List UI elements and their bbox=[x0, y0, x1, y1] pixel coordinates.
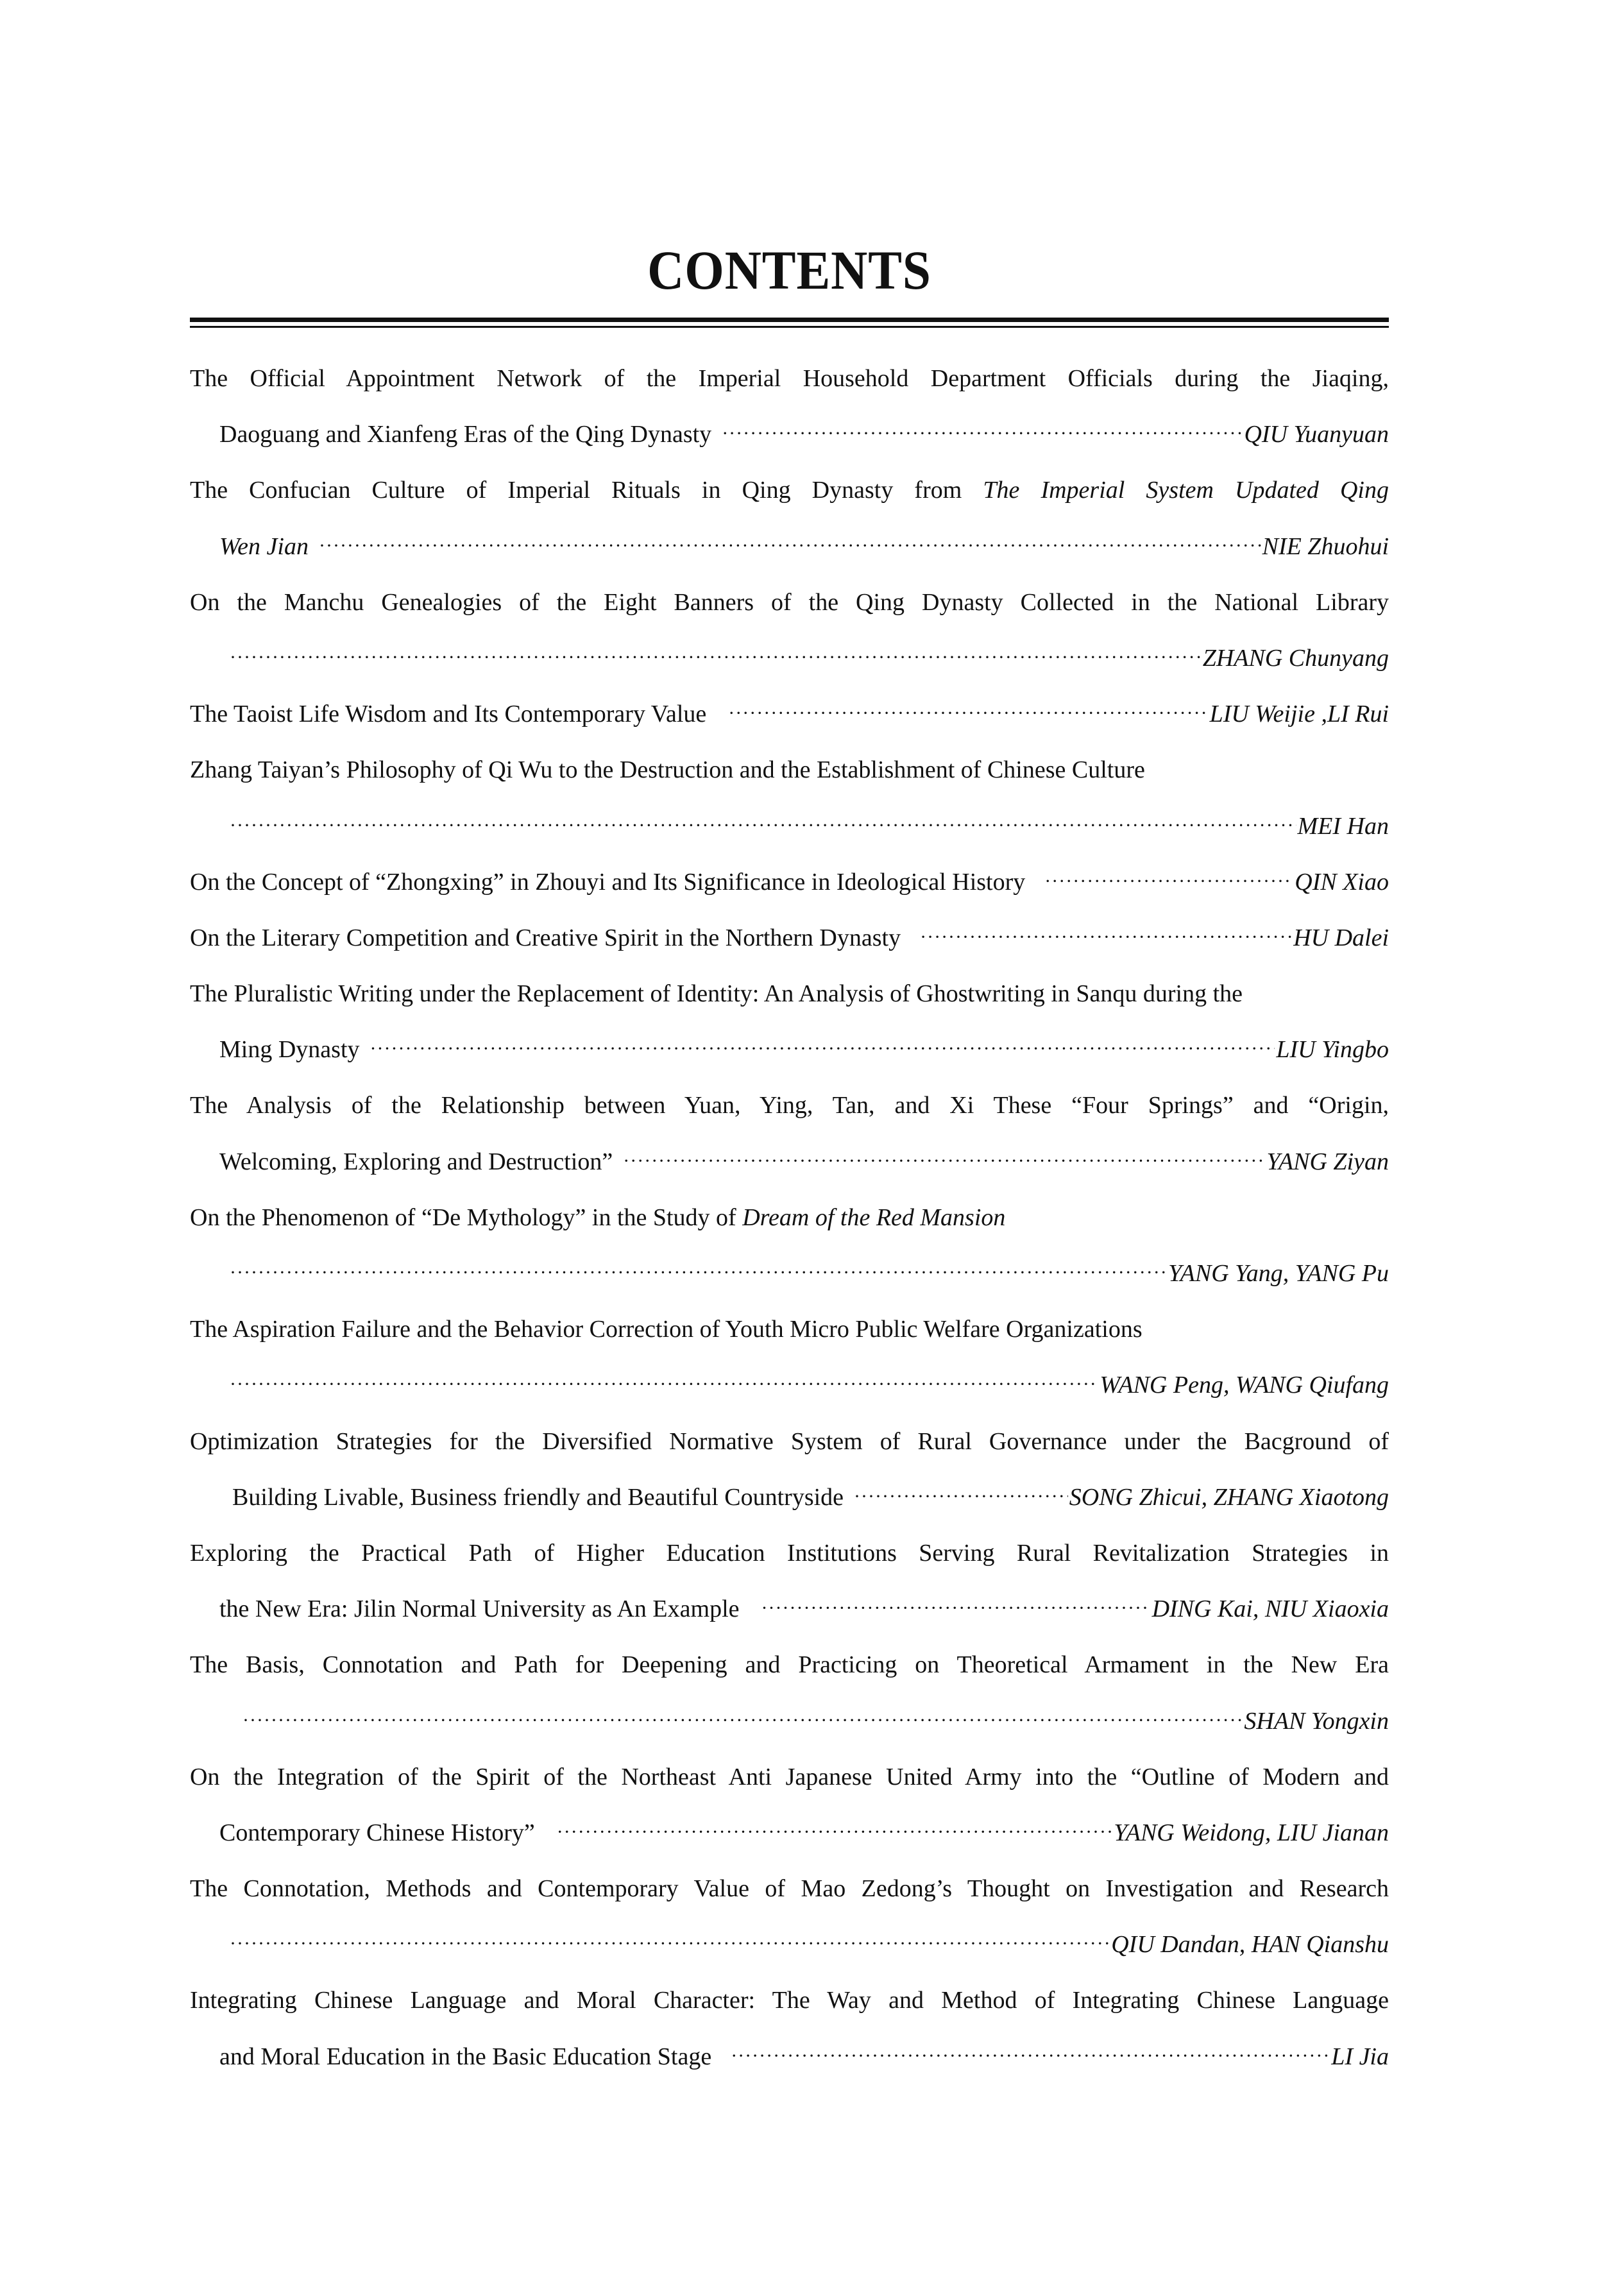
entry-title-continuation: and Moral Education in the Basic Education Stage bbox=[219, 2043, 712, 2070]
entry-title-line: On the Integration of the Spirit of the Northeast Anti Japanese United Army into the “Outline of Modern and bbox=[190, 1763, 1389, 1790]
contents-entry[interactable] bbox=[190, 1086, 1389, 1198]
entry-title-italic: Dream of the Red Mansion bbox=[742, 1203, 1006, 1231]
entry-title-italic: The Imperial System Updated Qing bbox=[983, 477, 1389, 504]
dot-leader bbox=[230, 1254, 1167, 1292]
entry-author: YANG Weidong, LIU Jianan bbox=[1114, 1819, 1389, 1846]
page-title: CONTENTS bbox=[647, 239, 931, 301]
entry-title-line: The Official Appointment Network of the Imperial Household Department Officials during the Jiaqing, bbox=[190, 365, 1389, 392]
dot-leader bbox=[319, 527, 1261, 565]
dot-leader bbox=[623, 1142, 1265, 1180]
contents-entry[interactable] bbox=[190, 863, 1389, 919]
entry-title-continuation: Welcoming, Exploring and Destruction” bbox=[219, 1148, 613, 1175]
entry-title-continuation: Ming Dynasty bbox=[219, 1036, 360, 1064]
contents-entry[interactable] bbox=[190, 751, 1389, 862]
contents-entry[interactable] bbox=[190, 1310, 1389, 1422]
dot-leader bbox=[230, 806, 1296, 845]
entry-title-text: The Confucian Culture of Imperial Rituals in Qing Dynasty from bbox=[190, 477, 983, 504]
entry-author: LIU Weijie ,LI Rui bbox=[1209, 701, 1389, 728]
contents-entry[interactable] bbox=[190, 1534, 1389, 1645]
entry-title-line: Zhang Taiyan’s Philosophy of Qi Wu to the Destruction and the Establishment of Chinese Culture bbox=[190, 756, 1145, 784]
entry-title-line: Optimization Strategies for the Diversified Normative System of Rural Governance under the Bacground of bbox=[190, 1427, 1389, 1455]
entry-title-text: On the Phenomenon of “De Mythology” in the Study of bbox=[190, 1203, 743, 1231]
contents-entry[interactable] bbox=[190, 974, 1389, 1086]
entry-author: QIU Yuanyuan bbox=[1244, 421, 1389, 448]
entry-title-continuation: Building Livable, Business friendly and Beautiful Countryside bbox=[232, 1483, 844, 1511]
contents-entry[interactable] bbox=[190, 1869, 1389, 1981]
dot-leader bbox=[722, 414, 1243, 453]
entry-title-continuation: the New Era: Jilin Normal University as An Example bbox=[219, 1595, 740, 1623]
entry-title-line: Integrating Chinese Language and Moral Character: The Way and Method of Integrating Chinese Language bbox=[190, 1987, 1389, 2014]
contents-entry[interactable] bbox=[190, 1981, 1389, 2093]
contents-entry[interactable] bbox=[190, 471, 1389, 583]
entry-title-line: The Analysis of the Relationship between Yuan, Ying, Tan, and Xi These “Four Springs” and “Origin, bbox=[190, 1092, 1389, 1119]
entry-title-line: The Basis, Connotation and Path for Deepening and Practicing on Theoretical Armament in the New Era bbox=[190, 1651, 1389, 1679]
entry-title-continuation: Wen Jian bbox=[219, 532, 309, 560]
entry-author: LIU Yingbo bbox=[1276, 1036, 1389, 1064]
dot-leader bbox=[1044, 862, 1293, 901]
entry-title-line: On the Literary Competition and Creative Spirit in the Northern Dynasty bbox=[190, 924, 901, 951]
entry-title-line: On the Manchu Genealogies of the Eight Banners of the Qing Dynasty Collected in the National Library bbox=[190, 588, 1389, 616]
entry-author: HU Dalei bbox=[1293, 924, 1389, 951]
dot-leader bbox=[761, 1589, 1151, 1628]
entry-author: NIE Zhuohui bbox=[1262, 532, 1389, 560]
dot-leader bbox=[230, 1365, 1098, 1404]
entry-author: YANG Yang, YANG Pu bbox=[1168, 1260, 1389, 1287]
entry-author: DING Kai, NIU Xiaoxia bbox=[1151, 1595, 1389, 1623]
dot-leader bbox=[230, 1925, 1110, 1963]
contents-entry[interactable] bbox=[190, 359, 1389, 471]
dot-leader bbox=[242, 1701, 1243, 1740]
contents-entry[interactable] bbox=[190, 695, 1389, 751]
entry-title-line: On the Concept of “Zhongxing” in Zhouyi and Its Significance in Ideological History bbox=[190, 868, 1026, 896]
dot-leader bbox=[557, 1813, 1112, 1851]
entry-author: QIN Xiao bbox=[1295, 868, 1389, 896]
entry-author: SHAN Yongxin bbox=[1244, 1707, 1389, 1735]
entry-title-line: The Pluralistic Writing under the Replacement of Identity: An Analysis of Ghostwriting in Sanqu during the bbox=[190, 980, 1243, 1008]
entry-title-line bbox=[190, 471, 1389, 527]
dot-leader bbox=[728, 694, 1208, 733]
entry-author: YANG Ziyan bbox=[1266, 1148, 1389, 1175]
contents-entry[interactable] bbox=[190, 1758, 1389, 1869]
dot-leader bbox=[370, 1030, 1275, 1068]
entry-title-line: The Aspiration Failure and the Behavior Correction of Youth Micro Public Welfare Organizations bbox=[190, 1316, 1143, 1343]
entry-author: WANG Peng, WANG Qiufang bbox=[1100, 1372, 1389, 1399]
contents-entry[interactable] bbox=[190, 919, 1389, 974]
entry-author: QIU Dandan, HAN Qianshu bbox=[1111, 1931, 1389, 1959]
entry-title-continuation: Daoguang and Xianfeng Eras of the Qing Dynasty bbox=[219, 421, 712, 448]
dot-leader bbox=[731, 2037, 1330, 2075]
dot-leader bbox=[854, 1477, 1068, 1516]
entry-title-continuation: Contemporary Chinese History” bbox=[219, 1819, 535, 1846]
entry-author: MEI Han bbox=[1297, 812, 1389, 840]
entry-author: LI Jia bbox=[1331, 2043, 1389, 2070]
entry-title-line bbox=[190, 1198, 1389, 1254]
contents-entry[interactable] bbox=[190, 1422, 1389, 1534]
title-rule-thick bbox=[190, 318, 1389, 322]
entry-title-line: The Taoist Life Wisdom and Its Contemporary Value bbox=[190, 701, 707, 728]
entry-author: SONG Zhicui, ZHANG Xiaotong bbox=[1069, 1483, 1389, 1511]
dot-leader bbox=[920, 918, 1292, 957]
title-rule-thin bbox=[190, 326, 1389, 328]
dot-leader bbox=[230, 638, 1202, 677]
contents-entry[interactable] bbox=[190, 1198, 1389, 1310]
contents-entry[interactable] bbox=[190, 583, 1389, 695]
contents-entry[interactable] bbox=[190, 1645, 1389, 1757]
contents-list bbox=[190, 359, 1389, 2093]
entry-title-line: The Connotation, Methods and Contemporary Value of Mao Zedong’s Thought on Investigation and Research bbox=[190, 1875, 1389, 1903]
entry-title-line: Exploring the Practical Path of Higher Education Institutions Serving Rural Revitalization Strategies in bbox=[190, 1539, 1389, 1567]
entry-author: ZHANG Chunyang bbox=[1202, 644, 1389, 672]
